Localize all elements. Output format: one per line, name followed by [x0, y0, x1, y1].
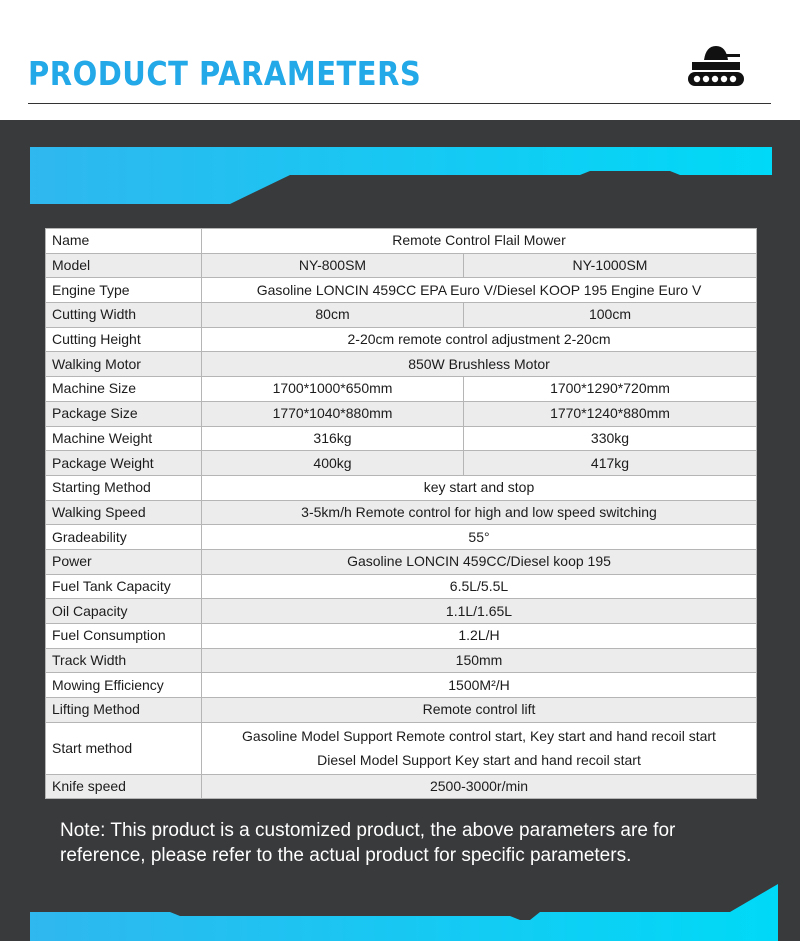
row-label: Machine Weight [46, 426, 202, 451]
row-value-line: Diesel Model Support Key start and hand recoil start [317, 752, 641, 769]
row-value [202, 722, 757, 774]
row-label: Engine Type [46, 278, 202, 303]
note-text: Note: This product is a customized product, the above parameters are for reference, please refer to the actual product for specific parameters. [60, 820, 676, 866]
row-value: 850W Brushless Motor [202, 352, 757, 377]
row-label: Cutting Height [46, 327, 202, 352]
row-label: Walking Speed [46, 500, 202, 525]
table-row [46, 648, 757, 673]
table-row [46, 500, 757, 525]
table-row [46, 722, 757, 774]
row-value: 2-20cm remote control adjustment 2-20cm [202, 327, 757, 352]
row-value: 150mm [202, 648, 757, 673]
row-value: 3-5km/h Remote control for high and low speed switching [202, 500, 757, 525]
row-label: Machine Size [46, 377, 202, 402]
table-row [46, 253, 757, 278]
row-label: Start method [46, 722, 202, 774]
table-row [46, 451, 757, 476]
row-label: Cutting Width [46, 303, 202, 328]
tank-icon [684, 40, 748, 92]
top-accent-band [30, 147, 772, 204]
row-label: Knife speed [46, 774, 202, 799]
table-row [46, 624, 757, 649]
header-divider [28, 103, 771, 104]
table-row [46, 377, 757, 402]
row-label: Track Width [46, 648, 202, 673]
row-value: Remote control lift [202, 698, 757, 723]
row-label: Walking Motor [46, 352, 202, 377]
row-label: Starting Method [46, 475, 202, 500]
page-title: PRODUCT PARAMETERS [28, 54, 422, 94]
row-value: Remote Control Flail Mower [202, 229, 757, 254]
table-row [46, 549, 757, 574]
row-value-model-b: 330kg [464, 426, 757, 451]
table-row [46, 229, 757, 254]
row-value-model-b: 417kg [464, 451, 757, 476]
table-row [46, 426, 757, 451]
row-label: Name [46, 229, 202, 254]
row-value-model-a: NY-800SM [202, 253, 464, 278]
row-label: Fuel Tank Capacity [46, 574, 202, 599]
row-label: Oil Capacity [46, 599, 202, 624]
row-value-model-b: 1700*1290*720mm [464, 377, 757, 402]
row-value: Gasoline LONCIN 459CC EPA Euro V/Diesel KOOP 195 Engine Euro V [202, 278, 757, 303]
table-row [46, 599, 757, 624]
row-value: 1.1L/1.65L [202, 599, 757, 624]
row-label: Model [46, 253, 202, 278]
row-value-model-a: 400kg [202, 451, 464, 476]
table-row [46, 574, 757, 599]
row-value-model-a: 1700*1000*650mm [202, 377, 464, 402]
row-label: Mowing Efficiency [46, 673, 202, 698]
row-value-line: Gasoline Model Support Remote control start, Key start and hand recoil start [242, 728, 716, 745]
header [0, 0, 800, 120]
table-row [46, 698, 757, 723]
row-label: Package Weight [46, 451, 202, 476]
table-row [46, 673, 757, 698]
row-label: Gradeability [46, 525, 202, 550]
row-value: 2500-3000r/min [202, 774, 757, 799]
row-value: Gasoline LONCIN 459CC/Diesel koop 195 [202, 549, 757, 574]
table-row [46, 278, 757, 303]
row-label: Package Size [46, 401, 202, 426]
row-label: Power [46, 549, 202, 574]
spec-table [45, 228, 757, 799]
bottom-accent-band [30, 884, 778, 941]
row-value-model-b: 100cm [464, 303, 757, 328]
row-label: Lifting Method [46, 698, 202, 723]
table-row [46, 327, 757, 352]
table-row [46, 525, 757, 550]
row-value-model-b: 1770*1240*880mm [464, 401, 757, 426]
row-label: Fuel Consumption [46, 624, 202, 649]
row-value-model-a: 80cm [202, 303, 464, 328]
table-row [46, 401, 757, 426]
row-value: 6.5L/5.5L [202, 574, 757, 599]
row-value-model-b: NY-1000SM [464, 253, 757, 278]
table-row [46, 774, 757, 799]
row-value: 55° [202, 525, 757, 550]
row-value: 1.2L/H [202, 624, 757, 649]
row-value: key start and stop [202, 475, 757, 500]
table-row [46, 303, 757, 328]
row-value: 1500M²/H [202, 673, 757, 698]
table-row [46, 352, 757, 377]
table-row [46, 475, 757, 500]
row-value-model-a: 316kg [202, 426, 464, 451]
row-value-model-a: 1770*1040*880mm [202, 401, 464, 426]
